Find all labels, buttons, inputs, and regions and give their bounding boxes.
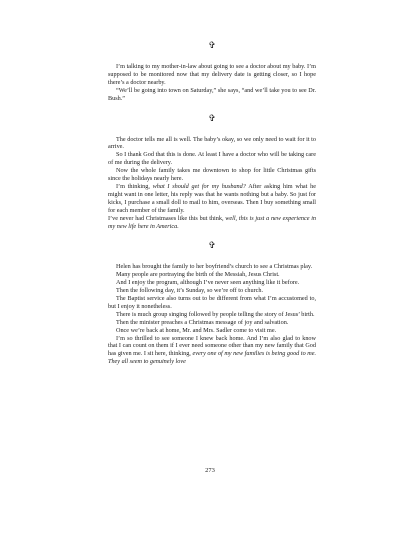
- cross-divider-icon: ✞: [208, 240, 216, 251]
- italic-text: what I should get for my husband?: [152, 182, 246, 190]
- paragraph: Now the whole family takes me downtown to shop for little Christmas gifts since the holidays nearly here.: [108, 167, 316, 183]
- paragraph: Many people are portraying the birth of the Messiah, Jesus Christ.: [116, 271, 280, 279]
- paragraph: So I thank God that this is done. At least I have a doctor who will be taking care of me during the delivery.: [108, 151, 316, 167]
- text-span: I’m thinking,: [116, 182, 153, 190]
- paragraph: Once we’re back at home, Mr. and Mrs. Sadler come to visit me.: [116, 326, 277, 334]
- section-3: [108, 263, 316, 366]
- book-page: [108, 40, 316, 366]
- paragraph: The doctor tells me all is well. The baby’s okay, so we only need to wait for it to arrive.: [108, 135, 316, 151]
- paragraph: Helen has brought the family to her boyfriend’s church to see a Christmas play.: [116, 263, 313, 271]
- paragraph: Then the following day, it’s Sunday, so we’re off to church.: [116, 287, 264, 295]
- paragraph: Then the minister preaches a Christmas message of joy and salvation.: [116, 318, 289, 326]
- section-1: [108, 63, 316, 103]
- text-span: After asking him what he might want in one letter, his reply was that he wants nothing but a baby. So just for kicks, I purchase a small doll to mail to him, overseas. Then I buy something small for each member of the family.: [108, 182, 316, 214]
- text-span: I’m so thrilled to see someone I knew back home. And I’m also glad to know that I can count on them if I ever need someone other than my new family that God has given me. I sit here, thinking,: [108, 334, 316, 358]
- cross-divider-icon: ✞: [208, 112, 216, 123]
- italic-text: well, this is just a new experience in my new life here in America.: [108, 214, 317, 230]
- paragraph: “We’ll be going into town on Saturday,” she says, “and we’ll take you to see Dr. Bush.”: [108, 86, 316, 102]
- paragraph: And I enjoy the program, although I’ve never seen anything like it before.: [116, 279, 300, 287]
- cross-divider-icon: ✞: [208, 40, 216, 50]
- section-2: [108, 136, 316, 231]
- italic-text: every one of my new families is being good to me. They all seem to genuinely love: [108, 350, 316, 366]
- paragraph: [108, 215, 316, 231]
- page-number: 273: [205, 467, 215, 474]
- paragraph: [108, 183, 316, 215]
- paragraph: The Baptist service also turns out to be different from what I’m accustomed to, but I enjoy it nonetheless.: [108, 295, 316, 310]
- text-span: I’ve never had Christmases like this but think,: [108, 214, 226, 222]
- paragraph: [108, 335, 316, 367]
- paragraph: There is much group singing followed by people telling the story of Jesus’ birth.: [116, 310, 315, 318]
- paragraph: I’m talking to my mother-in-law about going to see a doctor about my baby. I’m supposed to be monitored now that my delivery date is getting closer, so I hope there’s a doctor nearby.: [108, 63, 316, 86]
